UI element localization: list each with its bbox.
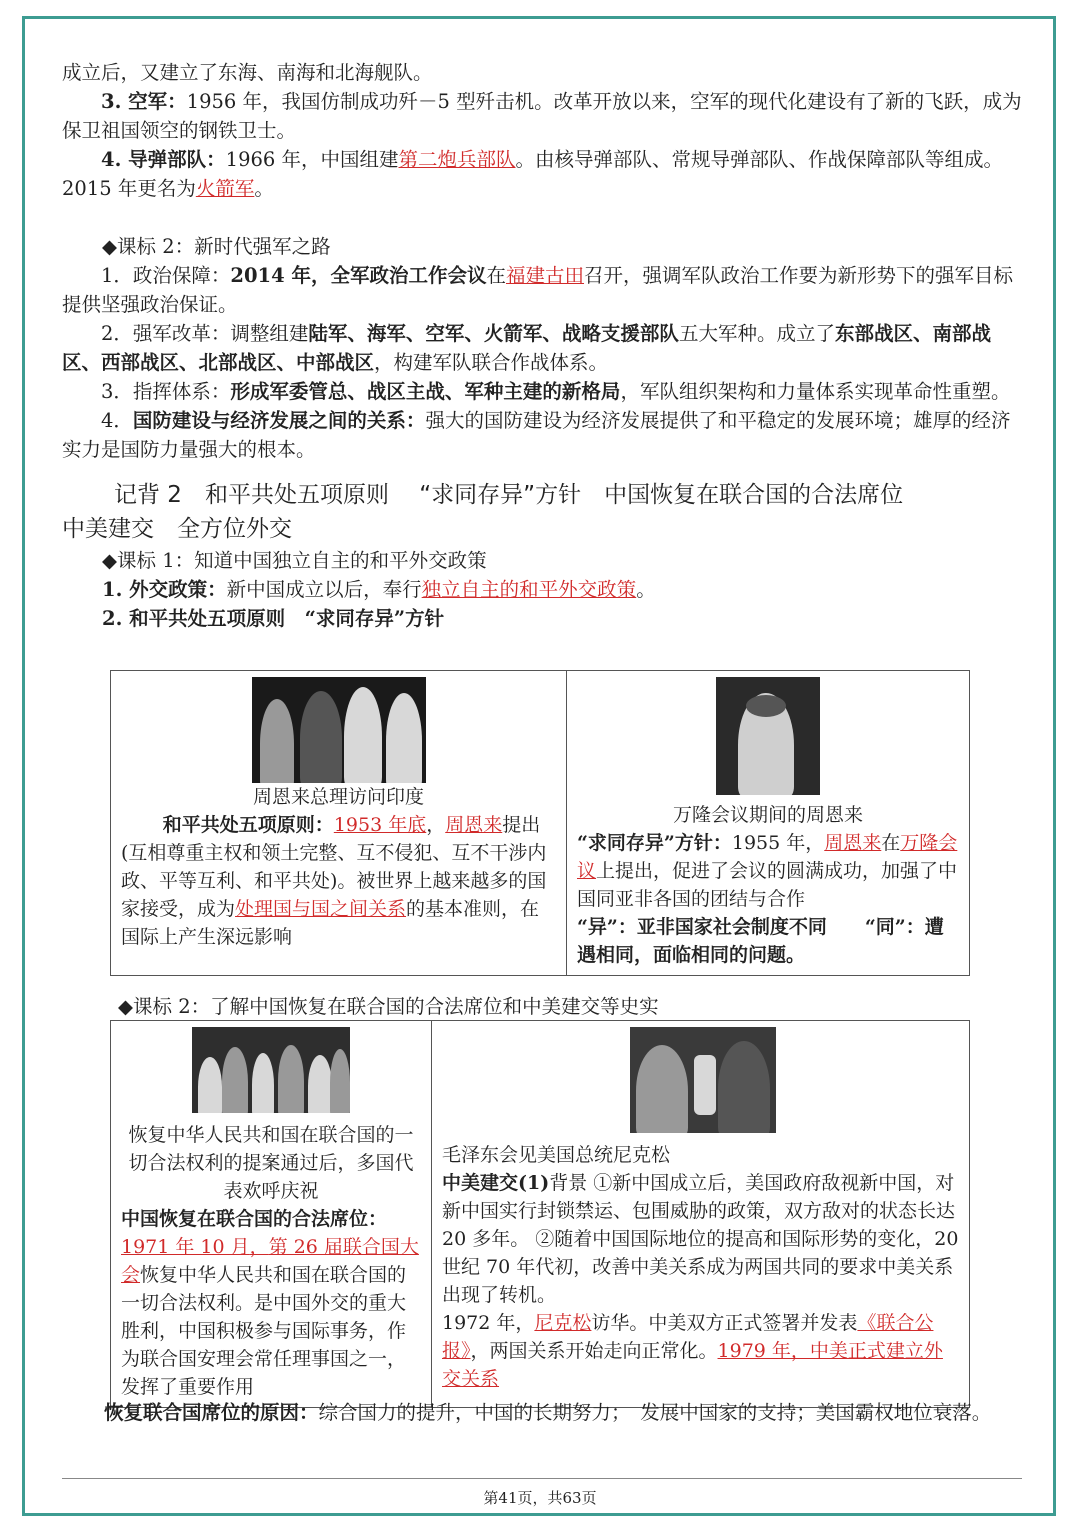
highlight-joint-communique: 《联合公报》 xyxy=(442,1312,934,1362)
kb2-item-4-bold: 国防建设与经济发展之间的关系： xyxy=(132,409,426,432)
kb2-item-3-label: 3．指挥体系： xyxy=(101,380,231,403)
air-force-head: 3. 空军： xyxy=(101,90,187,113)
bandung-head: “求同存异”方针： xyxy=(577,832,732,854)
foreign-policy-item xyxy=(62,575,1022,604)
missile-text-1: 1966 年，中国组建 xyxy=(225,148,399,171)
sino-us-head: 中美建交(1) xyxy=(442,1172,550,1194)
highlight-1971: 1971 年 10 月 xyxy=(121,1236,250,1258)
bandung-in: 在 xyxy=(881,832,901,854)
sino-us-right-cell xyxy=(432,1021,970,1408)
kb2-item-4-rest: 强大的国防建设为经济发展提供了和平稳定的发展环境；雄厚的经济实力是国防力量强大的根本。 xyxy=(62,409,1011,461)
section-heading-line-2: 中美建交 全方位外交 xyxy=(62,516,292,542)
missile-head: 4. 导弹部队： xyxy=(101,148,226,171)
navy-line: 成立后，又建立了东海、南海和北海舰队。 xyxy=(62,61,433,84)
zhou-india-caption: 周恩来总理访问印度 xyxy=(252,786,424,808)
highlight-26th-session: 第 26 届联合国大会 xyxy=(121,1236,419,1286)
kb2b-title: ◆课标 2：了解中国恢复在联合国的合法席位和中美建交等史实 xyxy=(118,995,659,1018)
section-heading xyxy=(62,478,1022,546)
kb2-item-4-label: 4． xyxy=(101,409,133,432)
sino-us-text xyxy=(442,1169,959,1309)
un-caption: 恢复中华人民共和国在联合国的一切合法权利的提案通过后，多国代表欢呼庆祝 xyxy=(128,1124,414,1202)
missile-item xyxy=(62,145,1022,203)
zhou-bandung-photo xyxy=(716,677,820,795)
air-force-item xyxy=(62,87,1022,145)
kb2-item-3 xyxy=(62,377,1022,406)
kb2-item-2-rest: ，构建军队联合作战体系。 xyxy=(374,351,609,374)
kb2-item-2-label: 2．强军改革：调整组建 xyxy=(101,322,309,345)
mao-nixon-caption: 毛泽东会见美国总统尼克松 xyxy=(442,1144,671,1166)
principles-table xyxy=(110,670,970,976)
un-left-cell xyxy=(111,1021,432,1408)
kb2-title: ◆课标 2：新时代强军之路 xyxy=(102,235,331,258)
five-principles-head: 2. 和平共处五项原则 “求同存异”方针 xyxy=(102,607,445,630)
un-reason xyxy=(104,1398,1022,1427)
missile-text-2: 。由核导弹部队、常规导弹部队、作战保障部队等组成。2015 年更名为 xyxy=(62,148,1004,200)
un-body: 恢复中华人民共和国在联合国的一切合法权利。是中国外交的重大胜利，中国积极参与国际事务，作为联合国安理会常任理事国之一，发挥了重要作用 xyxy=(121,1264,407,1398)
page-number: 第41页，共63页 xyxy=(483,1489,597,1507)
bandung-right-cell xyxy=(567,671,970,976)
air-force-text: 1956 年，我国仿制成功歼－5 型歼击机。改革开放以来，空军的现代化建设有了新的飞跃，成为保卫祖国领空的钢铁卫士。 xyxy=(62,90,1022,142)
bandung-body: 上提出，促进了会议的圆满成功，加强了中国同亚非各国的团结与合作 xyxy=(577,860,958,910)
principles-comma: ， xyxy=(426,814,446,836)
sino-us-1972 xyxy=(442,1309,959,1393)
principles-text xyxy=(121,811,556,951)
missile-text-3: 。 xyxy=(254,177,274,200)
highlight-1953: 1953 年底 xyxy=(333,814,427,836)
foreign-policy-head: 1. 外交政策： xyxy=(102,578,227,601)
bandung-text xyxy=(577,829,959,913)
kb2-item-2-bold: 陆军、海军、空军、火箭军、战略支援部队 xyxy=(308,322,679,345)
kb2-item-1-rest: 召开，强调军队政治工作要为新形势下的强军目标提供坚强政治保证。 xyxy=(62,264,1014,316)
kb2-item-4 xyxy=(62,406,1022,464)
sino-us-background: 背景 ①新中国成立后，美国政府敌视新中国，对新中国实行封锁禁运、包围威胁的政策，双方敌对的状态长达 20 多年。 ②随着中国国际地位的提高和国际形势的变化，20 世纪 70 年代初，改善中美关系成为两国共同的要求中美关系出现了转机。 xyxy=(442,1172,959,1306)
un-comma: ， xyxy=(249,1236,269,1258)
bandung-year: 1955 年， xyxy=(731,832,825,854)
un-head: 中国恢复在联合国的合法席位： xyxy=(121,1208,388,1230)
principles-left-cell xyxy=(111,671,567,976)
highlight-1979: 1979 年，中美正式建立外交关系 xyxy=(442,1340,943,1390)
foreign-policy-text: 新中国成立以后，奉行 xyxy=(226,578,422,601)
un-reason-text: 综合国力的提升，中国的长期努力； 发展中国家的支持；美国霸权地位衰落。 xyxy=(318,1401,992,1424)
kb2-item-1 xyxy=(62,261,1022,319)
un-table xyxy=(110,1020,970,1408)
principles-body: 提出(互相尊重主权和领土完整、互不侵犯、互不干涉内政、平等互利、和平共处)。被世界上越来越多的国家接受，成为 xyxy=(121,814,547,920)
principles-end: 的基本准则，在国际上产生深远影响 xyxy=(121,898,540,948)
top-section xyxy=(62,58,1022,633)
zhou-bandung-caption: 万隆会议期间的周恩来 xyxy=(672,804,863,826)
highlight-bandung: 万隆会议 xyxy=(577,832,958,882)
highlight-rocket-force: 火箭军 xyxy=(195,177,255,200)
sino-us-1972-text: 访华。中美双方正式签署并发表 xyxy=(591,1312,858,1334)
kb2-item-3-rest: ，军队组织架构和力量体系实现革命性重塑。 xyxy=(620,380,1011,403)
section-heading-line-1: 记背 2 和平共处五项原则 “求同存异”方针 中国恢复在联合国的合法席位 xyxy=(114,482,904,508)
bandung-yi-tong: “异”：亚非国家社会制度不同 “同”：遭遇相同，面临相同的问题。 xyxy=(577,916,944,966)
footer-divider xyxy=(62,1478,1022,1479)
highlight-second-artillery: 第二炮兵部队 xyxy=(398,148,516,171)
kb2-item-1-text: 在 xyxy=(486,264,506,287)
un-text xyxy=(121,1233,421,1401)
sino-us-1972-year: 1972 年， xyxy=(442,1312,535,1334)
kb2-item-2-bold-2: 东部战区、南部战区、西部战区、北部战区、中部战区 xyxy=(62,322,991,374)
highlight-gutian: 福建古田 xyxy=(506,264,585,287)
un-reason-head: 恢复联合国席位的原因： xyxy=(104,1401,319,1424)
kb2-item-3-bold: 形成军委管总、战区主战、军种主建的新格局 xyxy=(230,380,621,403)
kb1-title: ◆课标 1：知道中国独立自主的和平外交政策 xyxy=(102,549,487,572)
highlight-zhou-2: 周恩来 xyxy=(824,832,882,854)
kb2-item-2-text: 五大军种。成立了 xyxy=(678,322,835,345)
kb2-item-1-label: 1．政治保障： xyxy=(101,264,231,287)
foreign-policy-end: 。 xyxy=(636,578,656,601)
kb2-item-1-bold: 2014 年，全军政治工作会议 xyxy=(230,264,487,287)
highlight-relations: 处理国与国之间关系 xyxy=(235,898,407,920)
un-celebration-photo xyxy=(192,1027,350,1113)
highlight-nixon: 尼克松 xyxy=(534,1312,592,1334)
highlight-zhou: 周恩来 xyxy=(445,814,503,836)
zhou-india-photo xyxy=(252,677,426,783)
sino-us-normalize: ，两国关系开始走向正常化。 xyxy=(470,1340,718,1362)
kb2-item-2 xyxy=(62,319,1022,377)
principles-head: 和平共处五项原则： xyxy=(162,814,334,836)
mao-nixon-photo xyxy=(630,1027,776,1133)
highlight-peace-policy: 独立自主的和平外交政策 xyxy=(421,578,637,601)
